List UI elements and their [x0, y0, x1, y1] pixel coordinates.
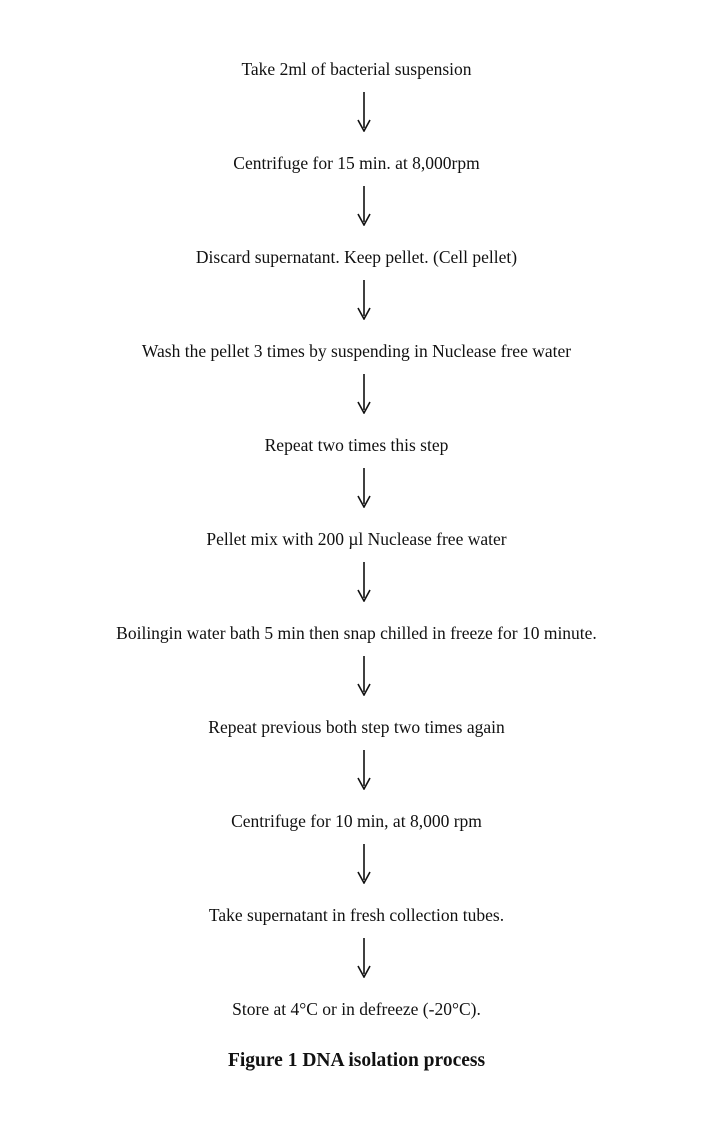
arrow-down-icon	[356, 92, 372, 132]
arrow-down-icon	[356, 374, 372, 414]
arrow-down-icon	[356, 938, 372, 978]
step-take-suspension: Take 2ml of bacterial suspension	[241, 59, 472, 79]
arrow-down-icon	[356, 750, 372, 790]
step-pellet-mix: Pellet mix with 200 µl Nuclease free water	[206, 529, 507, 549]
arrow-down-icon	[356, 844, 372, 884]
step-centrifuge-15: Centrifuge for 15 min. at 8,000rpm	[233, 153, 480, 173]
step-take-supernatant: Take supernatant in fresh collection tubes.	[208, 905, 505, 925]
step-store: Store at 4°C or in defreeze (-20°C).	[232, 999, 481, 1019]
arrow-down-icon	[356, 468, 372, 508]
step-discard-supernatant: Discard supernatant. Keep pellet. (Cell pellet)	[195, 247, 518, 267]
figure-caption: Figure 1 DNA isolation process	[227, 1050, 486, 1071]
arrow-down-icon	[356, 280, 372, 320]
step-repeat-two-times: Repeat two times this step	[264, 435, 449, 455]
step-centrifuge-10: Centrifuge for 10 min, at 8,000 rpm	[231, 811, 482, 831]
step-repeat-previous: Repeat previous both step two times again	[208, 717, 505, 737]
arrow-down-icon	[356, 656, 372, 696]
step-boiling-water-bath: Boilingin water bath 5 min then snap chilled in freeze for 10 minute.	[116, 623, 597, 643]
arrow-down-icon	[356, 562, 372, 602]
arrow-down-icon	[356, 186, 372, 226]
step-wash-pellet: Wash the pellet 3 times by suspending in Nuclease free water	[141, 341, 572, 361]
